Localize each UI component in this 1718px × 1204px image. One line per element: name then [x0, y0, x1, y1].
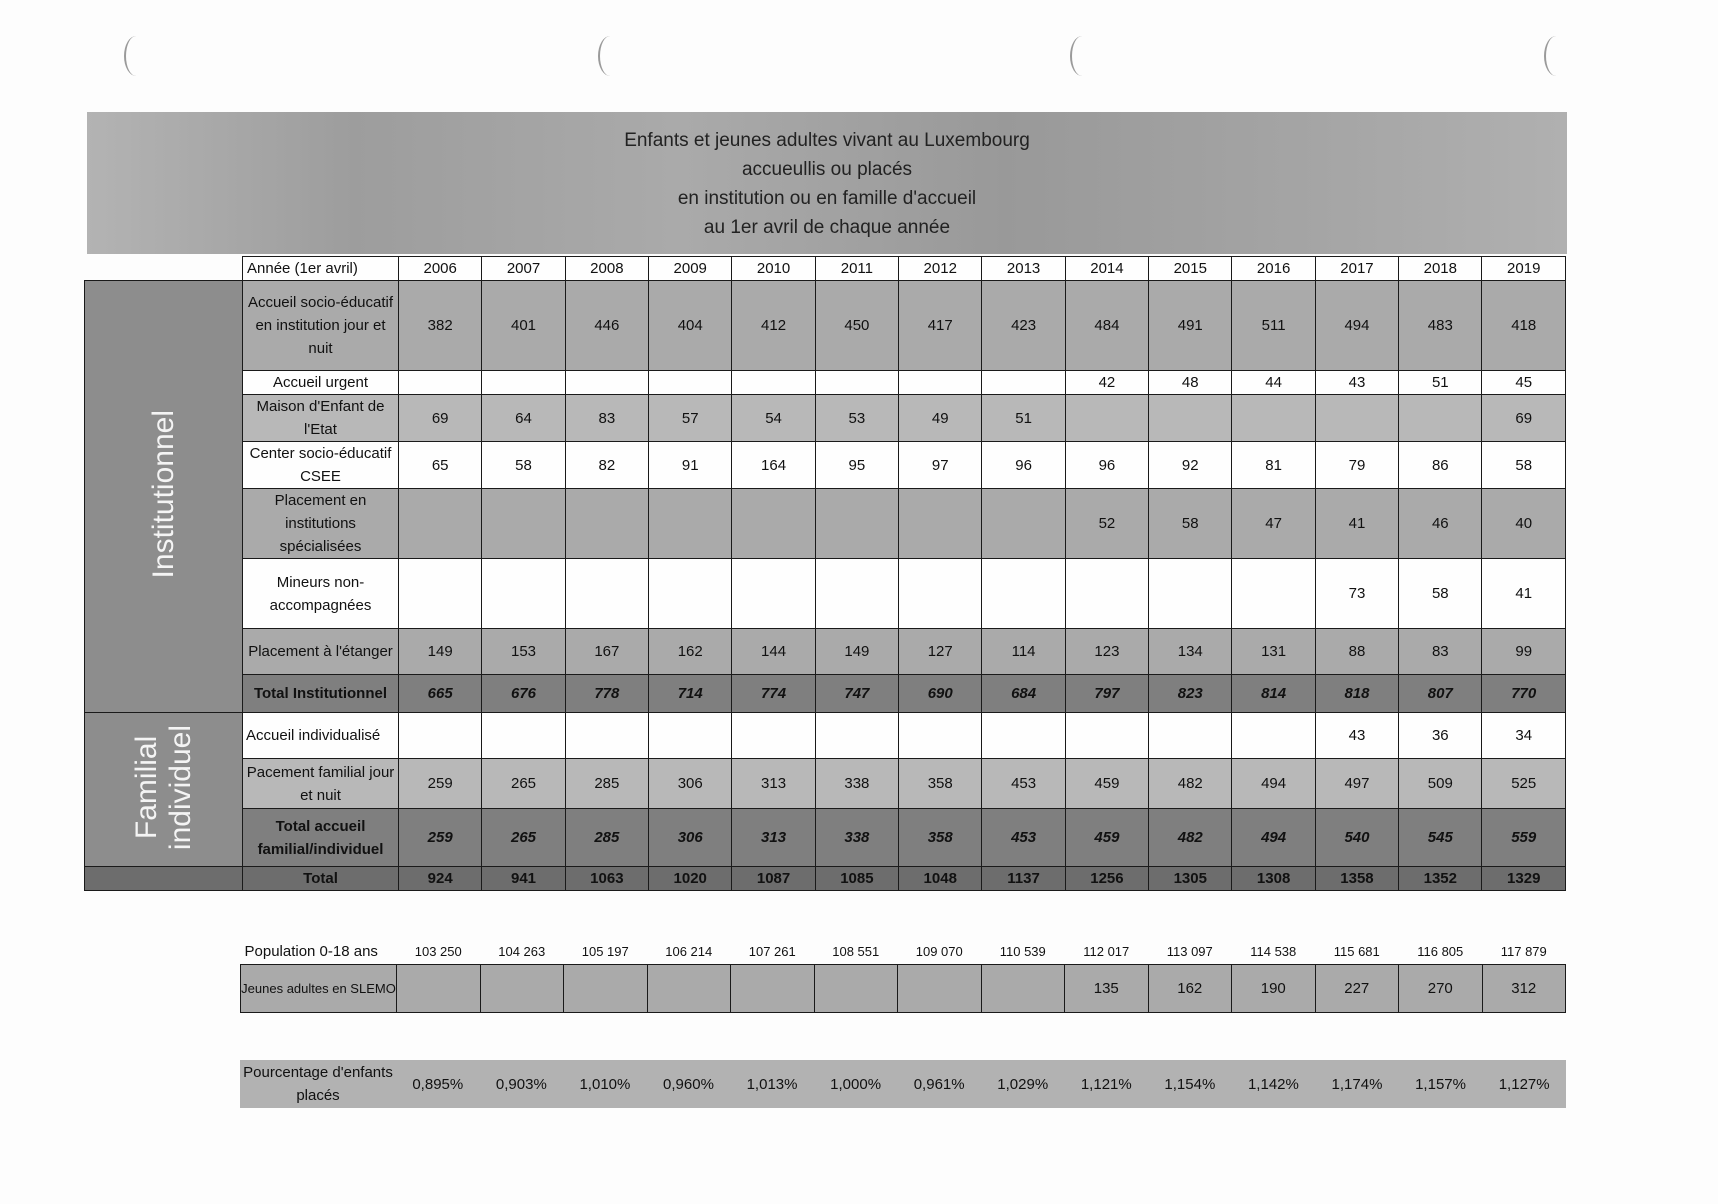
value-cell: 774 [732, 675, 815, 713]
value-cell: 40 [1482, 489, 1566, 559]
value-cell: 82 [565, 442, 648, 489]
slemo-value: 162 [1148, 964, 1232, 1012]
value-cell: 494 [1315, 281, 1398, 371]
value-cell: 559 [1482, 809, 1566, 867]
value-cell: 450 [815, 281, 898, 371]
value-cell: 265 [482, 809, 565, 867]
population-value: 109 070 [915, 944, 963, 960]
row-placement-etranger [85, 629, 1566, 675]
population-row [241, 940, 1566, 964]
value-cell: 123 [1065, 629, 1148, 675]
value-cell: 358 [899, 809, 982, 867]
value-cell: 58 [1482, 442, 1566, 489]
value-cell [399, 371, 482, 395]
year-header: 2019 [1482, 257, 1566, 281]
value-cell: 41 [1315, 489, 1398, 559]
value-cell: 1063 [565, 867, 648, 891]
slemo-label: Jeunes adultes en SLEMO [241, 964, 397, 1012]
population-value: 108 551 [832, 944, 880, 960]
group-institutionnel [85, 281, 243, 713]
value-cell [982, 371, 1065, 395]
value-cell: 401 [482, 281, 565, 371]
row-placement-institutions [85, 489, 1566, 559]
slemo-value [731, 964, 815, 1012]
value-cell: 131 [1232, 629, 1315, 675]
row-accueil-urgent [85, 371, 1566, 395]
punch-hole-mark [1070, 36, 1094, 76]
group-label-institutionnel: Institutionnel [146, 410, 180, 579]
value-cell: 53 [815, 395, 898, 442]
value-cell: 1358 [1315, 867, 1398, 891]
title-line-1: Enfants et jeunes adultes vivant au Luxembourg [624, 130, 1030, 151]
value-cell: 924 [399, 867, 482, 891]
year-header: 2017 [1315, 257, 1398, 281]
row-label: Total Institutionnel [243, 675, 399, 713]
population-value: 110 539 [999, 944, 1046, 960]
population-value: 104 263 [498, 944, 546, 960]
value-cell [649, 559, 732, 629]
value-cell: 770 [1482, 675, 1566, 713]
row-center-csee [85, 442, 1566, 489]
value-cell: 96 [982, 442, 1065, 489]
value-cell [899, 489, 982, 559]
value-cell: 423 [982, 281, 1065, 371]
population-table [240, 940, 1566, 1013]
year-header: 2007 [482, 257, 565, 281]
value-cell [482, 489, 565, 559]
population-value: 112 017 [1083, 944, 1130, 960]
value-cell: 45 [1482, 371, 1566, 395]
value-cell: 306 [649, 759, 732, 809]
group-label-familial [130, 725, 198, 850]
value-cell: 52 [1065, 489, 1148, 559]
value-cell [815, 559, 898, 629]
value-cell [815, 489, 898, 559]
value-cell: 36 [1399, 713, 1482, 759]
row-label: Accueil socio-éducatif en institution jour et nuit [243, 281, 399, 371]
value-cell: 417 [899, 281, 982, 371]
value-cell: 418 [1482, 281, 1566, 371]
value-cell: 483 [1399, 281, 1482, 371]
value-cell: 1308 [1232, 867, 1315, 891]
value-cell: 86 [1399, 442, 1482, 489]
slemo-value [397, 964, 481, 1012]
row-label: Accueil urgent [243, 371, 399, 395]
percentage-value: 0,960% [663, 1075, 714, 1093]
percentage-value: 1,000% [830, 1075, 882, 1093]
value-cell: 259 [399, 809, 482, 867]
value-cell: 797 [1065, 675, 1148, 713]
value-cell: 144 [732, 629, 815, 675]
value-cell: 259 [399, 759, 482, 809]
value-cell: 494 [1232, 809, 1315, 867]
value-cell: 83 [565, 395, 648, 442]
value-cell [565, 713, 648, 759]
year-header: 2011 [815, 257, 898, 281]
percentage-value: 0,903% [495, 1075, 547, 1093]
value-cell: 676 [482, 675, 565, 713]
percentage-value: 1,174% [1331, 1075, 1383, 1093]
value-cell: 494 [1232, 759, 1315, 809]
value-cell: 81 [1232, 442, 1315, 489]
value-cell: 57 [649, 395, 732, 442]
value-cell [482, 559, 565, 629]
row-label: Maison d'Enfant de l'Etat [243, 395, 399, 442]
population-value: 114 538 [1250, 944, 1297, 960]
population-value: 107 261 [748, 944, 796, 960]
year-header-label: Année (1er avril) [243, 257, 399, 281]
value-cell: 127 [899, 629, 982, 675]
percentage-table [240, 1060, 1566, 1108]
row-label: Placement en institutions spécialisées [243, 489, 399, 559]
slemo-value: 135 [1065, 964, 1149, 1012]
value-cell: 453 [982, 809, 1065, 867]
population-value: 116 805 [1417, 944, 1464, 960]
value-cell [1315, 395, 1398, 442]
percentage-value: 0,895% [412, 1075, 464, 1093]
value-cell: 54 [732, 395, 815, 442]
percentage-value: 0,961% [913, 1075, 965, 1093]
value-cell [649, 489, 732, 559]
population-value: 106 214 [665, 944, 713, 960]
value-cell [1065, 395, 1148, 442]
value-cell: 714 [649, 675, 732, 713]
percentage-value: 1,127% [1498, 1075, 1550, 1093]
value-cell: 47 [1232, 489, 1315, 559]
value-cell: 88 [1315, 629, 1398, 675]
percentage-value: 1,157% [1415, 1075, 1466, 1093]
value-cell: 338 [815, 809, 898, 867]
value-cell: 446 [565, 281, 648, 371]
percentage-value: 1,010% [579, 1075, 631, 1093]
value-cell: 44 [1232, 371, 1315, 395]
value-cell: 511 [1232, 281, 1315, 371]
slemo-value [564, 964, 648, 1012]
value-cell [1149, 559, 1232, 629]
value-cell [732, 559, 815, 629]
percentage-value: 1,121% [1080, 1075, 1132, 1093]
value-cell: 58 [1399, 559, 1482, 629]
value-cell: 509 [1399, 759, 1482, 809]
value-cell: 313 [732, 809, 815, 867]
total-side-blank [85, 867, 243, 891]
row-mineurs-non-accompagnes [85, 559, 1566, 629]
value-cell: 358 [899, 759, 982, 809]
value-cell [732, 489, 815, 559]
group-label-familial-line2: individuel [163, 724, 197, 851]
value-cell: 79 [1315, 442, 1398, 489]
year-header: 2012 [899, 257, 982, 281]
value-cell: 1048 [899, 867, 982, 891]
value-cell: 51 [1399, 371, 1482, 395]
value-cell: 491 [1149, 281, 1232, 371]
row-label: Center socio-éducatif CSEE [243, 442, 399, 489]
value-cell: 338 [815, 759, 898, 809]
value-cell: 64 [482, 395, 565, 442]
value-cell: 404 [649, 281, 732, 371]
value-cell [649, 371, 732, 395]
value-cell [399, 713, 482, 759]
row-label: Total [243, 867, 399, 891]
value-cell: 58 [482, 442, 565, 489]
value-cell: 690 [899, 675, 982, 713]
slemo-row [241, 964, 1566, 1012]
value-cell: 285 [565, 809, 648, 867]
row-accueil-socio-educatif [85, 281, 1566, 371]
value-cell: 545 [1399, 809, 1482, 867]
percentage-band [240, 1060, 1566, 1108]
row-label: Mineurs non-accompagnées [243, 559, 399, 629]
value-cell [815, 371, 898, 395]
percentage-row [240, 1060, 1566, 1108]
value-cell: 1137 [982, 867, 1065, 891]
value-cell: 285 [565, 759, 648, 809]
value-cell: 482 [1149, 759, 1232, 809]
row-label: Pacement familial jour et nuit [243, 759, 399, 809]
slemo-value [647, 964, 731, 1012]
value-cell [899, 371, 982, 395]
group-familial-individuel [85, 713, 243, 867]
value-cell: 1020 [649, 867, 732, 891]
value-cell [482, 713, 565, 759]
value-cell: 41 [1482, 559, 1566, 629]
value-cell: 482 [1149, 809, 1232, 867]
value-cell [482, 371, 565, 395]
value-cell: 95 [815, 442, 898, 489]
value-cell: 92 [1149, 442, 1232, 489]
value-cell: 484 [1065, 281, 1148, 371]
value-cell [1065, 559, 1148, 629]
percentage-value: 1,029% [997, 1075, 1049, 1093]
year-header: 2008 [565, 257, 648, 281]
slemo-value: 227 [1315, 964, 1399, 1012]
value-cell [1232, 395, 1315, 442]
slemo-value [898, 964, 982, 1012]
row-label: Total accueil familial/individuel [243, 809, 399, 867]
row-total [85, 867, 1566, 891]
percentage-value: 1,154% [1164, 1075, 1216, 1093]
title-line-3: en institution ou en famille d'accueil [677, 188, 977, 209]
value-cell: 1305 [1149, 867, 1232, 891]
value-cell: 412 [732, 281, 815, 371]
value-cell: 941 [482, 867, 565, 891]
value-cell [732, 371, 815, 395]
value-cell: 265 [482, 759, 565, 809]
value-cell: 1087 [732, 867, 815, 891]
value-cell: 684 [982, 675, 1065, 713]
main-table [84, 256, 1566, 891]
value-cell: 42 [1065, 371, 1148, 395]
value-cell: 48 [1149, 371, 1232, 395]
year-header: 2018 [1399, 257, 1482, 281]
value-cell: 306 [649, 809, 732, 867]
value-cell: 459 [1065, 759, 1148, 809]
value-cell [982, 713, 1065, 759]
percentage-label: Pourcentage d'enfants placés [243, 1064, 393, 1104]
year-header: 2013 [982, 257, 1065, 281]
value-cell [1232, 713, 1315, 759]
population-value: 105 197 [581, 944, 629, 960]
value-cell: 99 [1482, 629, 1566, 675]
value-cell: 34 [1482, 713, 1566, 759]
value-cell: 65 [399, 442, 482, 489]
value-cell: 167 [565, 629, 648, 675]
value-cell: 313 [732, 759, 815, 809]
value-cell [815, 713, 898, 759]
header-blank [85, 257, 243, 281]
value-cell: 149 [399, 629, 482, 675]
value-cell: 525 [1482, 759, 1566, 809]
slemo-value [981, 964, 1065, 1012]
row-total-familial [85, 809, 1566, 867]
value-cell [1399, 395, 1482, 442]
value-cell: 164 [732, 442, 815, 489]
value-cell: 778 [565, 675, 648, 713]
value-cell: 382 [399, 281, 482, 371]
value-cell: 814 [1232, 675, 1315, 713]
value-cell: 69 [399, 395, 482, 442]
value-cell: 46 [1399, 489, 1482, 559]
value-cell: 1352 [1399, 867, 1482, 891]
population-value: 117 879 [1500, 944, 1547, 960]
value-cell: 162 [649, 629, 732, 675]
value-cell: 665 [399, 675, 482, 713]
value-cell [1149, 713, 1232, 759]
title-line-4: au 1er avril de chaque année [703, 217, 951, 238]
value-cell [982, 489, 1065, 559]
percentage-value: 1,013% [746, 1075, 798, 1093]
value-cell: 823 [1149, 675, 1232, 713]
value-cell: 747 [815, 675, 898, 713]
row-total-institutionnel [85, 675, 1566, 713]
row-placement-familial [85, 759, 1566, 809]
value-cell: 96 [1065, 442, 1148, 489]
slemo-value: 190 [1232, 964, 1316, 1012]
title-line-2: accueullis ou placés [741, 159, 913, 180]
value-cell [399, 489, 482, 559]
value-cell: 1329 [1482, 867, 1566, 891]
population-value: 115 681 [1333, 944, 1380, 960]
percentage-value: 1,142% [1247, 1075, 1299, 1093]
year-header: 2009 [649, 257, 732, 281]
year-header: 2016 [1232, 257, 1315, 281]
value-cell: 73 [1315, 559, 1398, 629]
value-cell: 91 [649, 442, 732, 489]
value-cell: 43 [1315, 371, 1398, 395]
value-cell [565, 489, 648, 559]
year-header-row [85, 257, 1566, 281]
title-band [87, 112, 1567, 254]
value-cell [899, 559, 982, 629]
value-cell: 1085 [815, 867, 898, 891]
value-cell: 1256 [1065, 867, 1148, 891]
value-cell: 540 [1315, 809, 1398, 867]
value-cell: 134 [1149, 629, 1232, 675]
value-cell [982, 559, 1065, 629]
slemo-value: 270 [1399, 964, 1483, 1012]
year-header: 2010 [732, 257, 815, 281]
value-cell [399, 559, 482, 629]
value-cell: 83 [1399, 629, 1482, 675]
value-cell: 114 [982, 629, 1065, 675]
value-cell: 149 [815, 629, 898, 675]
value-cell: 58 [1149, 489, 1232, 559]
value-cell: 97 [899, 442, 982, 489]
value-cell [1149, 395, 1232, 442]
value-cell [732, 713, 815, 759]
value-cell [649, 713, 732, 759]
value-cell: 49 [899, 395, 982, 442]
value-cell: 43 [1315, 713, 1398, 759]
year-header: 2015 [1149, 257, 1232, 281]
value-cell: 153 [482, 629, 565, 675]
group-label-familial-line1: Familial [129, 735, 163, 840]
year-header: 2014 [1065, 257, 1148, 281]
value-cell: 453 [982, 759, 1065, 809]
value-cell [1232, 559, 1315, 629]
value-cell: 51 [982, 395, 1065, 442]
value-cell: 807 [1399, 675, 1482, 713]
row-maison-enfant-etat [85, 395, 1566, 442]
row-accueil-individualise [85, 713, 1566, 759]
value-cell: 497 [1315, 759, 1398, 809]
population-label: Population 0-18 ans [244, 943, 378, 961]
punch-hole-mark [1544, 36, 1568, 76]
value-cell: 459 [1065, 809, 1148, 867]
year-header: 2006 [399, 257, 482, 281]
value-cell: 69 [1482, 395, 1566, 442]
row-label: Accueil individualisé [243, 713, 399, 759]
slemo-value [814, 964, 898, 1012]
value-cell: 818 [1315, 675, 1398, 713]
punch-hole-mark [124, 36, 148, 76]
slemo-value: 312 [1482, 964, 1566, 1012]
row-label: Placement à l'étanger [243, 629, 399, 675]
value-cell [899, 713, 982, 759]
population-value: 113 097 [1166, 944, 1213, 960]
punch-hole-mark [598, 36, 622, 76]
value-cell [1065, 713, 1148, 759]
population-value: 103 250 [414, 944, 462, 960]
value-cell [565, 371, 648, 395]
slemo-value [480, 964, 564, 1012]
value-cell [565, 559, 648, 629]
